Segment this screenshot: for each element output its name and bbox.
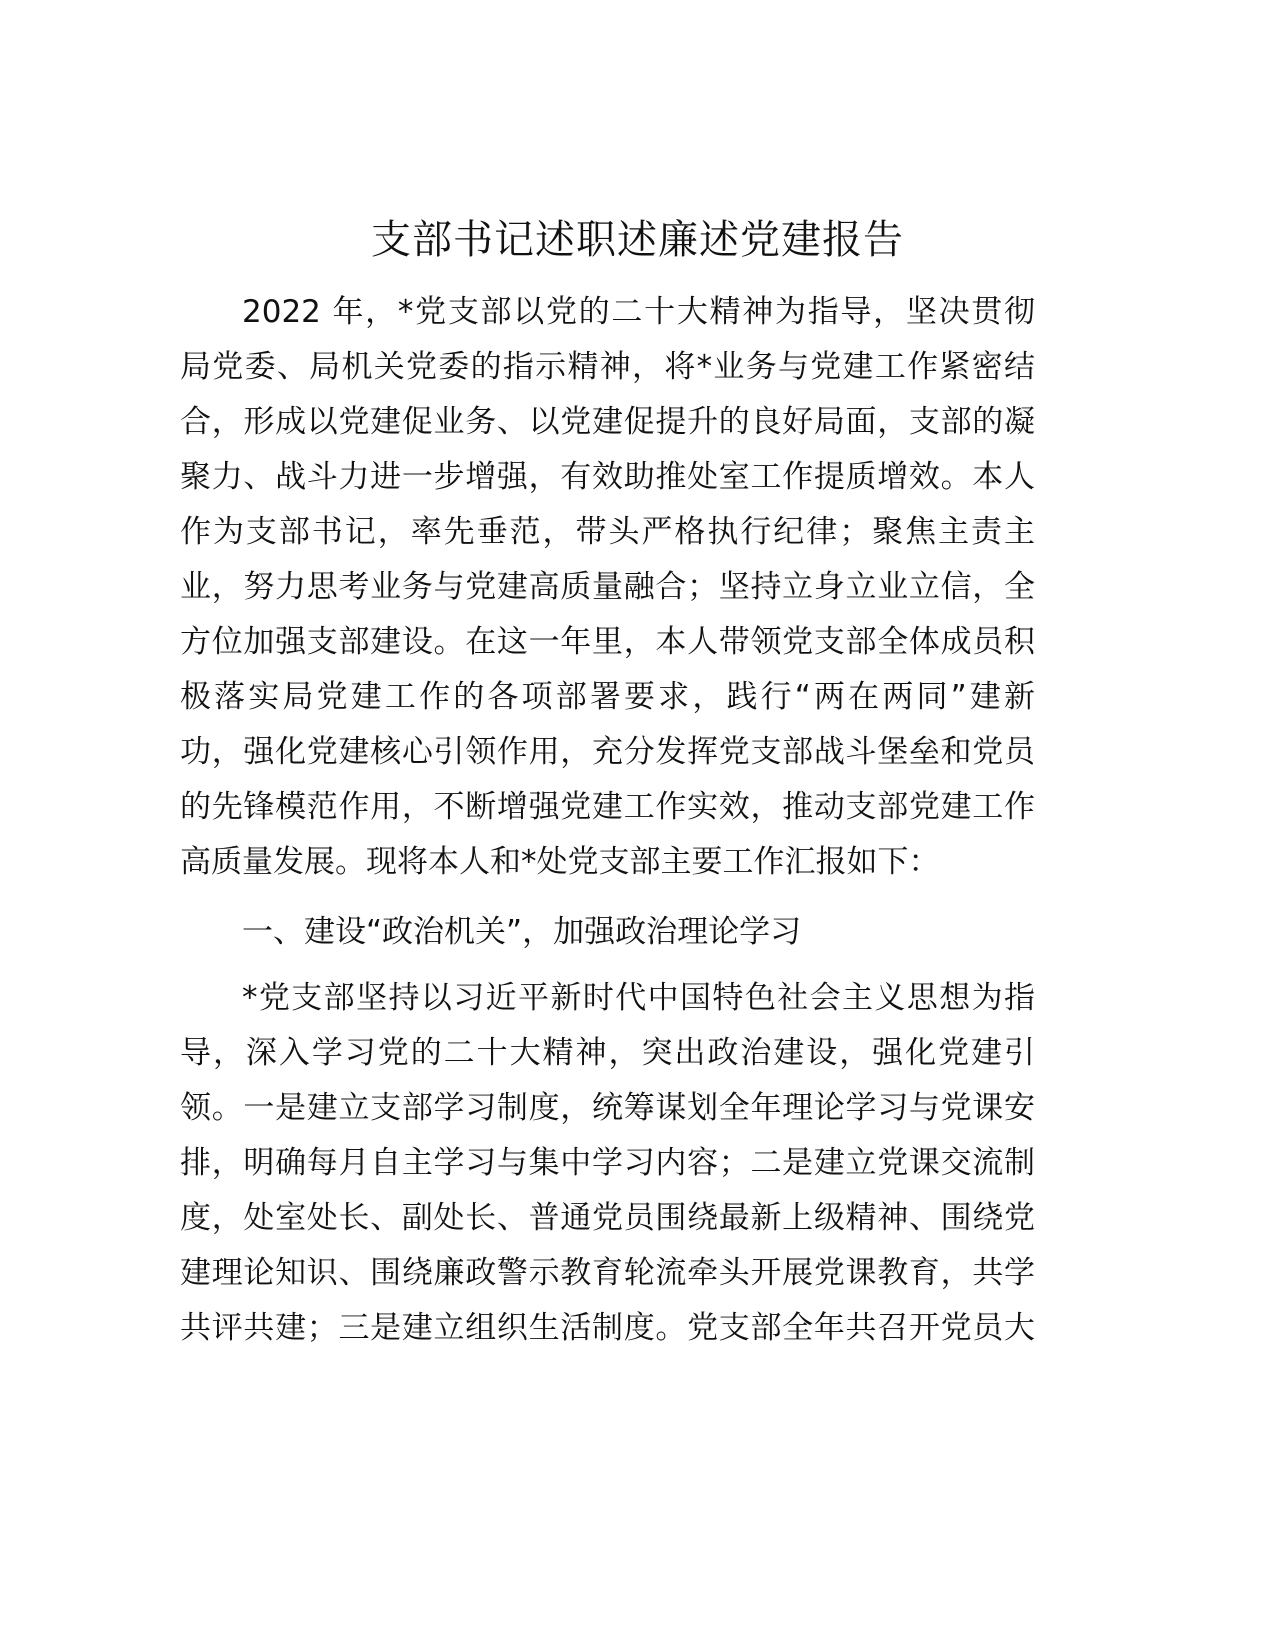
text-line: 业，努力思考业务与党建高质量融合；坚持立身立业立信，全 [180,569,1035,605]
text-line: 极落实局党建工作的各项部署要求，践行“两在两同”建新 [180,679,1035,715]
text-line: 2022 年，*党支部以党的二十大精神为指导，坚决贯彻 [242,294,1035,330]
text-line: 的先锋模范作用，不断增强党建工作实效，推动支部党建工作 [180,789,1035,825]
text-line: 领。一是建立支部学习制度，统筹谋划全年理论学习与党课安 [180,1090,1035,1126]
text-line: 合，形成以党建促业务、以党建促提升的良好局面，支部的凝 [180,404,1035,440]
text-line: *党支部坚持以习近平新时代中国特色社会主义思想为指 [242,980,1035,1016]
text-line: 高质量发展。现将本人和*处党支部主要工作汇报如下： [180,844,940,880]
text-line: 聚力、战斗力进一步增强，有效助推处室工作提质增效。本人 [180,459,1035,495]
text-line: 作为支部书记，率先垂范，带头严格执行纪律；聚焦主责主 [180,514,1035,550]
text-line: 度，处室处长、副处长、普通党员围绕最新上级精神、围绕党 [180,1200,1035,1236]
text-line: 建理论知识、围绕廉政警示教育轮流牵头开展党课教育，共学 [180,1255,1035,1291]
document-title: 支部书记述职述廉述党建报告 [371,217,904,263]
text-line: 导，深入学习党的二十大精神，突出政治建设，强化党建引 [180,1035,1035,1071]
text-line: 方位加强支部建设。在这一年里，本人带领党支部全体成员积 [180,624,1035,660]
text-line: 排，明确每月自主学习与集中学习内容；二是建立党课交流制 [180,1145,1035,1181]
section-heading: 一、建设“政治机关”，加强政治理论学习 [242,914,802,950]
text-line: 功，强化党建核心引领作用，充分发挥党支部战斗堡垒和党员 [180,734,1035,770]
text-line: 共评共建；三是建立组织生活制度。党支部全年共召开党员大 [180,1310,1035,1346]
text-line: 局党委、局机关党委的指示精神，将*业务与党建工作紧密结 [180,349,1035,385]
